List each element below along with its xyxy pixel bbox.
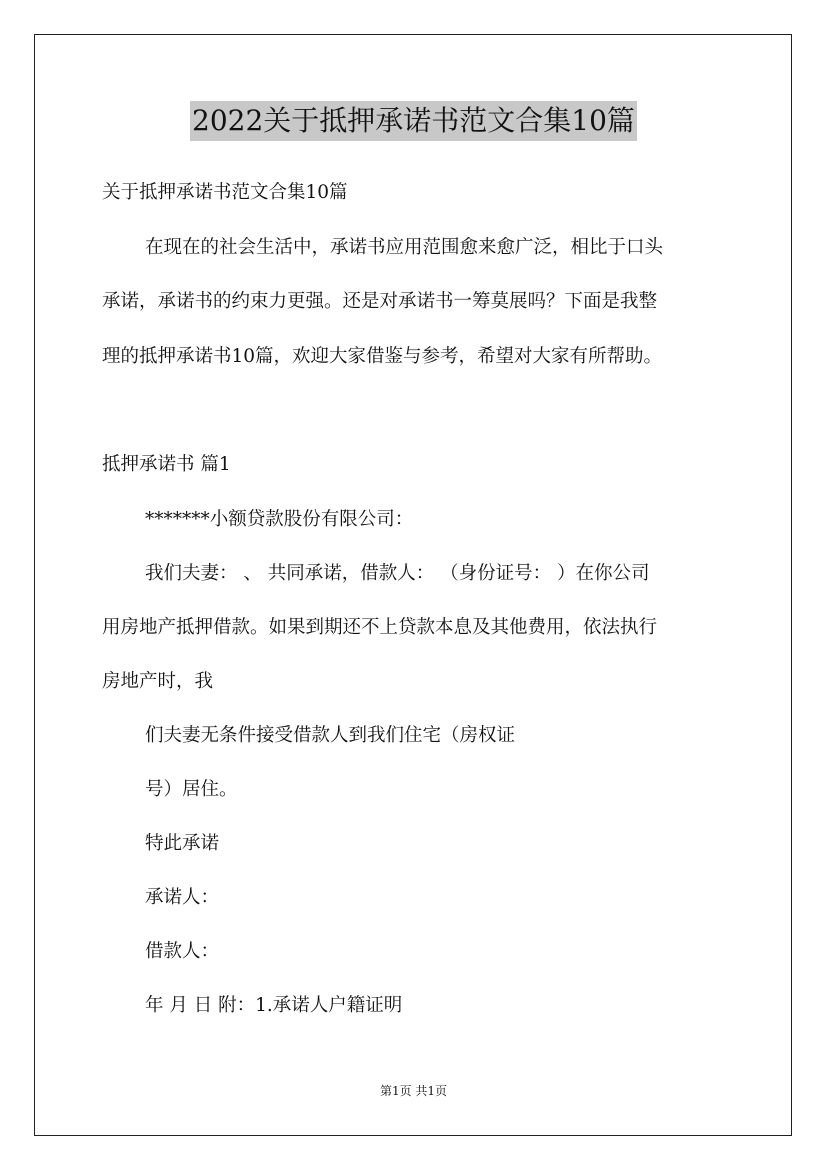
document-title xyxy=(0,100,827,141)
body-line-2: 用房地产抵押借款。如果到期还不上贷款本息及其他费用，依法执行 xyxy=(102,617,658,638)
intro-line-2: 承诺，承诺书的约束力更强。还是对承诺书一筹莫展吗？下面是我整 xyxy=(102,291,658,312)
document-title-text: 2022关于抵押承诺书范文合集10篇 xyxy=(190,101,637,141)
date-attachment-line: 年 月 日 附：1.承诺人户籍证明 xyxy=(145,995,403,1016)
section-heading: 抵押承诺书 篇1 xyxy=(102,454,231,475)
closing-text: 特此承诺 xyxy=(145,833,220,854)
page-footer: 第1页 共1页 xyxy=(379,1084,448,1098)
intro-line-3: 理的抵押承诺书10篇，欢迎大家借鉴与参考，希望对大家有所帮助。 xyxy=(102,346,663,367)
intro-line-1: 在现在的社会生活中，承诺书应用范围愈来愈广泛，相比于口头 xyxy=(145,237,664,258)
addressee: *******小额贷款股份有限公司： xyxy=(145,509,414,530)
body-line-5: 号）居住。 xyxy=(145,779,238,800)
promisor-label: 承诺人： xyxy=(145,887,220,908)
body-line-4: 们夫妻无条件接受借款人到我们住宅（房权证 xyxy=(145,725,516,746)
borrower-label: 借款人： xyxy=(145,941,220,962)
body-line-1: 我们夫妻： 、 共同承诺，借款人： （身份证号： ）在你公司 xyxy=(145,563,650,584)
document-subtitle: 关于抵押承诺书范文合集10篇 xyxy=(102,182,348,203)
body-line-3: 房地产时，我 xyxy=(102,671,214,692)
